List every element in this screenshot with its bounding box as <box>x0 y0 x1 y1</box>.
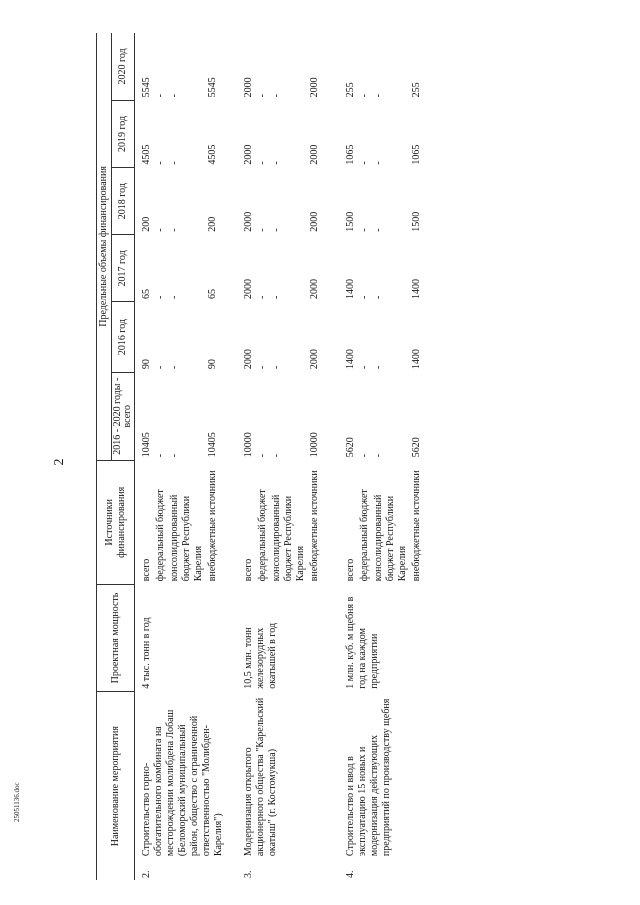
value-y2019: 1065 <box>411 144 422 165</box>
value-y2017: 2000 <box>309 278 320 299</box>
value-total: 10000 <box>243 432 254 458</box>
value-total: - <box>257 453 268 458</box>
value-y2017: 65 <box>141 288 152 299</box>
rotated-table-container <box>96 33 536 880</box>
header-2020: 2020 год <box>112 33 135 100</box>
value-y2019: 4505 <box>141 144 152 165</box>
value-y2017: 65 <box>207 288 218 299</box>
table-header <box>97 33 135 880</box>
project-capacity: 4 тыс. тонн в год <box>141 617 152 689</box>
financing-source: внебюджетные источники <box>309 470 320 582</box>
value-y2020: - <box>155 94 166 98</box>
value-y2020: 255 <box>411 82 422 98</box>
header-2018: 2018 год <box>112 168 135 235</box>
value-total: 10000 <box>309 432 320 458</box>
value-total: - <box>271 453 282 458</box>
header-financing-group: Предельные объемы финансирования <box>97 33 112 460</box>
value-y2016: 90 <box>141 359 152 370</box>
financing-source: консолидированный бюджет Республики Карелия <box>169 494 204 582</box>
financing-source: консолидированный бюджет Республики Карелия <box>271 494 306 582</box>
financing-source: внебюджетные источники <box>207 470 218 582</box>
value-y2020: - <box>271 94 282 98</box>
value-total: - <box>359 453 370 458</box>
value-y2017: - <box>373 295 384 299</box>
value-y2016: - <box>373 365 384 370</box>
value-y2019: - <box>257 161 268 165</box>
value-y2018: 1500 <box>411 211 422 232</box>
project-name: Строительство горно-обогатительного комбината на месторождении молибдена Лобаш (Беломорский муниципальный район, общество с ограниченной ответственностью "Молибден-Карелия") <box>141 709 224 857</box>
value-y2019: 4505 <box>207 144 218 165</box>
financing-source: федеральный бюджет <box>155 489 166 582</box>
value-y2018: 200 <box>141 216 152 232</box>
value-y2016: - <box>169 365 180 370</box>
value-y2016: - <box>271 365 282 370</box>
value-y2019: 2000 <box>309 144 320 165</box>
table-row <box>237 33 256 880</box>
value-y2017: - <box>257 295 268 299</box>
value-y2016: - <box>359 365 370 370</box>
project-name: Модернизация открытого акционерного общества "Карельский окатыш" (г. Костомукша) <box>243 697 278 857</box>
value-y2018: 1500 <box>345 211 356 232</box>
value-y2020: - <box>257 94 268 98</box>
value-y2019: - <box>169 161 180 165</box>
value-y2016: - <box>257 365 268 370</box>
value-y2016: - <box>155 365 166 370</box>
value-y2016: 2000 <box>243 349 254 370</box>
financing-source: федеральный бюджет <box>257 489 268 582</box>
page-number: 2 <box>52 458 67 466</box>
value-y2018: 2000 <box>243 211 254 232</box>
financing-source: всего <box>243 558 254 582</box>
project-capacity: 1 млн. куб. м щебня в год на каждом предприятии <box>345 596 380 689</box>
table-row <box>135 33 155 880</box>
value-y2020: 255 <box>345 82 356 98</box>
header-2017: 2017 год <box>112 235 135 302</box>
value-y2017: 1400 <box>345 278 356 299</box>
value-total: 10405 <box>141 432 152 458</box>
value-y2018: - <box>155 228 166 232</box>
header-total: 2016 - 2020 годы - всего <box>112 372 135 460</box>
value-total: - <box>169 453 180 458</box>
value-y2017: - <box>271 295 282 299</box>
header-sources: Источники финансирования <box>97 460 135 584</box>
table-row <box>339 33 358 880</box>
value-y2018: - <box>169 228 180 232</box>
financing-source: внебюджетные источники <box>411 470 422 582</box>
value-y2020: - <box>359 94 370 98</box>
project-number: 3. <box>243 870 254 878</box>
value-y2020: 2000 <box>309 77 320 98</box>
header-2016: 2016 год <box>112 302 135 372</box>
value-y2018: - <box>271 228 282 232</box>
value-y2018: - <box>373 228 384 232</box>
value-y2019: - <box>271 161 282 165</box>
project-capacity: 10,5 млн. тонн железорудных окатышей в год <box>243 622 278 689</box>
value-total: - <box>155 453 166 458</box>
value-y2018: - <box>359 228 370 232</box>
value-total: 5620 <box>345 437 356 458</box>
value-y2017: - <box>359 295 370 299</box>
financing-table <box>96 33 441 880</box>
value-y2019: 2000 <box>243 144 254 165</box>
financing-source: консолидированный бюджет Республики Карелия <box>373 494 408 582</box>
value-y2019: - <box>155 161 166 165</box>
value-total: 5620 <box>411 437 422 458</box>
financing-source: всего <box>141 558 152 582</box>
footer-filename: 25051136.doc <box>13 782 21 822</box>
value-y2018: 2000 <box>309 211 320 232</box>
value-y2017: - <box>169 295 180 299</box>
value-y2017: 2000 <box>243 278 254 299</box>
value-y2017: 1400 <box>411 278 422 299</box>
financing-source: федеральный бюджет <box>359 489 370 582</box>
value-y2020: 5545 <box>207 77 218 98</box>
value-total: - <box>373 453 384 458</box>
value-y2019: - <box>373 161 384 165</box>
value-y2016: 2000 <box>309 349 320 370</box>
value-total: 10405 <box>207 432 218 458</box>
header-name: Наименование мероприятия <box>97 692 135 880</box>
project-number: 4. <box>345 870 356 878</box>
value-y2019: 1065 <box>345 144 356 165</box>
value-y2016: 90 <box>207 359 218 370</box>
value-y2017: - <box>155 295 166 299</box>
value-y2018: - <box>257 228 268 232</box>
value-y2016: 1400 <box>411 349 422 370</box>
value-y2020: - <box>373 94 384 98</box>
table-body <box>135 33 442 880</box>
financing-source: всего <box>345 558 356 582</box>
header-2019: 2019 год <box>112 100 135 167</box>
value-y2016: 1400 <box>345 349 356 370</box>
project-number: 2. <box>141 870 152 878</box>
value-y2019: - <box>359 161 370 165</box>
value-y2020: - <box>169 94 180 98</box>
value-y2018: 200 <box>207 216 218 232</box>
value-y2020: 5545 <box>141 77 152 98</box>
project-name: Строительство и ввод в эксплуатацию 15 новых и модернизация действующих предприятий по производству щебня <box>345 698 392 857</box>
header-capacity: Проектная мощность <box>97 584 135 692</box>
value-y2020: 2000 <box>243 77 254 98</box>
